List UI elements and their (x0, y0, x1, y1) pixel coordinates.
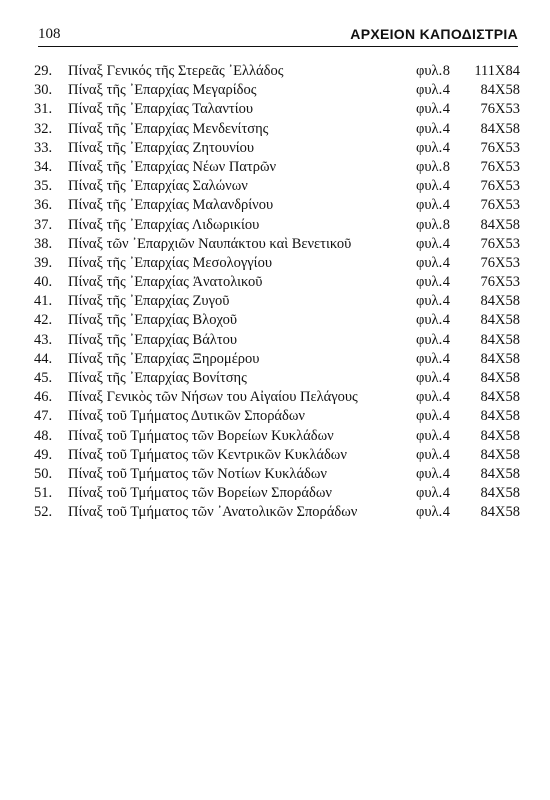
entry-title: Πίναξ τῆς ᾿Επαρχίας Μενδενίτσης (68, 120, 269, 137)
entry-title: Πίναξ τῆς ᾿Επαρχίας Ξηρομέρου (68, 350, 260, 367)
list-item (34, 427, 520, 446)
leaf-label: φυλ. (416, 235, 443, 252)
list-item (34, 216, 520, 235)
entry-title: Πίναξ τῆς ᾿Επαρχίας Βλοχοῦ (68, 312, 238, 329)
leaf-label: φυλ. (416, 82, 443, 99)
entry-dimensions: 84Χ58 (480, 216, 520, 233)
entry-title: Πίναξ Γενικός τῆς Στερεᾶς ᾿Ελλάδος (68, 63, 284, 79)
entry-title: Πίναξ τῆς ᾿Επαρχίας Βονίτσης (68, 370, 247, 386)
entry-number: 38. (34, 235, 53, 252)
list-item (34, 503, 520, 522)
list-item (34, 254, 520, 273)
leaf-label: φυλ. (416, 408, 443, 425)
header-rule (38, 46, 518, 47)
list-item (34, 139, 520, 158)
list-item (34, 331, 520, 350)
list-item (34, 81, 520, 100)
entry-dimensions: 84Χ58 (480, 504, 520, 521)
leaf-count: 4 (442, 504, 450, 521)
entry-title: Πίναξ τοῦ Τμήματος τῶν Νοτίων Κυκλάδων (68, 465, 327, 482)
entry-number: 43. (34, 331, 53, 348)
entry-number: 32. (34, 120, 53, 137)
entry-dimensions: 76Χ53 (480, 158, 520, 175)
entry-number: 36. (34, 197, 53, 214)
entry-number: 29. (34, 63, 53, 79)
leaf-count: 4 (442, 312, 450, 329)
leaf-label: φυλ. (416, 446, 443, 463)
entry-number: 51. (34, 485, 53, 502)
leaf-label: φυλ. (416, 370, 443, 386)
entry-dimensions: 111Χ84 (474, 63, 520, 79)
entry-number: 46. (34, 389, 53, 406)
entry-title: Πίναξ τοῦ Τμήματος τῶν ᾿Ανατολικῶν Σποράδων (68, 504, 358, 521)
entry-dimensions: 84Χ58 (480, 465, 520, 482)
list-item (34, 177, 520, 196)
leaf-count: 4 (442, 254, 450, 271)
entry-number: 42. (34, 312, 53, 329)
entry-number: 41. (34, 293, 53, 310)
list-item (34, 292, 520, 311)
entry-dimensions: 84Χ58 (480, 427, 520, 444)
entry-dimensions: 76Χ53 (480, 197, 520, 214)
entry-title: Πίναξ τῆς ᾿Επαρχίας Μαλανδρίνου (68, 197, 274, 214)
leaf-label: φυλ. (416, 350, 443, 367)
entry-title: Πίναξ τῆς ᾿Επαρχίας Ζητουνίου (68, 139, 255, 156)
list-item (34, 465, 520, 484)
leaf-count: 4 (442, 120, 450, 137)
entry-title: Πίναξ τῆς ᾿Επαρχίας Νέων Πατρῶν (68, 158, 277, 175)
entry-dimensions: 76Χ53 (480, 101, 520, 118)
leaf-label: φυλ. (416, 274, 443, 291)
leaf-count: 4 (442, 446, 450, 463)
leaf-count: 4 (442, 389, 450, 406)
entry-dimensions: 84Χ58 (480, 370, 520, 386)
leaf-count: 4 (442, 274, 450, 291)
entry-number: 31. (34, 101, 53, 118)
entry-title: Πίναξ τῆς ᾿Επαρχίας Λιδωρικίου (68, 216, 260, 233)
leaf-label: φυλ. (416, 197, 443, 214)
leaf-count: 4 (442, 139, 450, 156)
leaf-count: 4 (442, 370, 450, 386)
entry-title: Πίναξ τῆς ᾿Επαρχίας Ταλαντίου (68, 101, 254, 118)
entry-dimensions: 84Χ58 (480, 408, 520, 425)
list-item (34, 369, 520, 388)
leaf-label: φυλ. (416, 120, 443, 137)
entry-number: 44. (34, 350, 53, 367)
entry-title: Πίναξ τῆς ᾿Επαρχίας Ζυγοῦ (68, 293, 230, 310)
leaf-label: φυλ. (416, 178, 443, 195)
leaf-label: φυλ. (416, 485, 443, 502)
list-item (34, 407, 520, 426)
entry-dimensions: 84Χ58 (480, 120, 520, 137)
entry-title: Πίναξ τοῦ Τμήματος τῶν Βορείων Σποράδων (68, 485, 332, 502)
leaf-label: φυλ. (416, 101, 443, 118)
list-item (34, 273, 520, 292)
entry-dimensions: 76Χ53 (480, 235, 520, 252)
entry-dimensions: 84Χ58 (480, 82, 520, 99)
entry-dimensions: 76Χ53 (480, 139, 520, 156)
leaf-count: 8 (442, 63, 450, 79)
page-number: 108 (38, 26, 61, 42)
entry-number: 33. (34, 139, 53, 156)
leaf-label: φυλ. (416, 63, 443, 79)
entry-number: 49. (34, 446, 53, 463)
list-item (34, 350, 520, 369)
entry-dimensions: 84Χ58 (480, 446, 520, 463)
leaf-count: 4 (442, 197, 450, 214)
entry-dimensions: 76Χ53 (480, 254, 520, 271)
leaf-count: 4 (442, 293, 450, 310)
entry-number: 48. (34, 427, 53, 444)
list-item (34, 158, 520, 177)
leaf-label: φυλ. (416, 293, 443, 310)
entry-dimensions: 84Χ58 (480, 389, 520, 406)
entry-number: 40. (34, 274, 53, 291)
leaf-label: φυλ. (416, 312, 443, 329)
entry-number: 39. (34, 254, 53, 271)
leaf-label: φυλ. (416, 216, 443, 233)
entry-title: Πίναξ Γενικὸς τῶν Νήσων του Αἰγαίου Πελάγους (68, 389, 358, 406)
entry-number: 52. (34, 504, 53, 521)
list-item (34, 388, 520, 407)
leaf-label: φυλ. (416, 331, 443, 348)
entry-title: Πίναξ τῆς ᾿Επαρχίας Μεγαρίδος (68, 82, 257, 99)
entry-number: 34. (34, 158, 53, 175)
entry-dimensions: 84Χ58 (480, 350, 520, 367)
entry-dimensions: 84Χ58 (480, 485, 520, 502)
entry-title: Πίναξ τοῦ Τμήματος τῶν Κεντρικῶν Κυκλάδων (68, 446, 347, 463)
leaf-count: 4 (442, 101, 450, 118)
entry-number: 37. (34, 216, 53, 233)
leaf-count: 4 (442, 235, 450, 252)
page-header (38, 26, 518, 46)
leaf-count: 4 (442, 427, 450, 444)
leaf-label: φυλ. (416, 465, 443, 482)
entry-title: Πίναξ τοῦ Τμήματος τῶν Βορείων Κυκλάδων (68, 427, 334, 444)
list-item (34, 484, 520, 503)
entry-dimensions: 84Χ58 (480, 331, 520, 348)
entry-list (34, 62, 520, 523)
entry-dimensions: 76Χ53 (480, 178, 520, 195)
list-item (34, 446, 520, 465)
entry-title: Πίναξ τῆς ᾿Επαρχίας Βάλτου (68, 331, 238, 348)
list-item (34, 120, 520, 139)
list-item (34, 235, 520, 254)
list-item (34, 311, 520, 330)
leaf-count: 4 (442, 465, 450, 482)
list-item (34, 100, 520, 119)
leaf-label: φυλ. (416, 158, 443, 175)
entry-title: Πίναξ τῶν ᾿Επαρχιῶν Ναυπάκτου καὶ Βενετικοῦ (68, 235, 352, 252)
leaf-count: 4 (442, 485, 450, 502)
list-item (34, 62, 520, 81)
entry-dimensions: 84Χ58 (480, 312, 520, 329)
leaf-label: φυλ. (416, 504, 443, 521)
leaf-label: φυλ. (416, 139, 443, 156)
leaf-label: φυλ. (416, 389, 443, 406)
entry-number: 30. (34, 82, 53, 99)
leaf-label: φυλ. (416, 254, 443, 271)
leaf-count: 4 (442, 178, 450, 195)
entry-title: Πίναξ τῆς ᾿Επαρχίας Σαλώνων (68, 178, 248, 195)
leaf-count: 4 (442, 408, 450, 425)
entry-title: Πίναξ τοῦ Τμήματος Δυτικῶν Σποράδων (68, 408, 305, 425)
leaf-label: φυλ. (416, 427, 443, 444)
entry-dimensions: 76Χ53 (480, 274, 520, 291)
leaf-count: 8 (442, 158, 450, 175)
entry-number: 45. (34, 370, 53, 386)
running-title: ΑΡΧΕΙΟΝ ΚΑΠΟΔΙΣΤΡΙΑ (350, 26, 518, 42)
leaf-count: 4 (442, 350, 450, 367)
entry-number: 35. (34, 178, 53, 195)
entry-title: Πίναξ τῆς ᾿Επαρχίας Ἀνατολικοῦ (68, 274, 263, 291)
entry-number: 47. (34, 408, 53, 425)
leaf-count: 4 (442, 82, 450, 99)
leaf-count: 8 (442, 216, 450, 233)
leaf-count: 4 (442, 331, 450, 348)
entry-number: 50. (34, 465, 53, 482)
entry-dimensions: 84Χ58 (480, 293, 520, 310)
list-item (34, 196, 520, 215)
entry-title: Πίναξ τῆς ᾿Επαρχίας Μεσολογγίου (68, 254, 273, 271)
